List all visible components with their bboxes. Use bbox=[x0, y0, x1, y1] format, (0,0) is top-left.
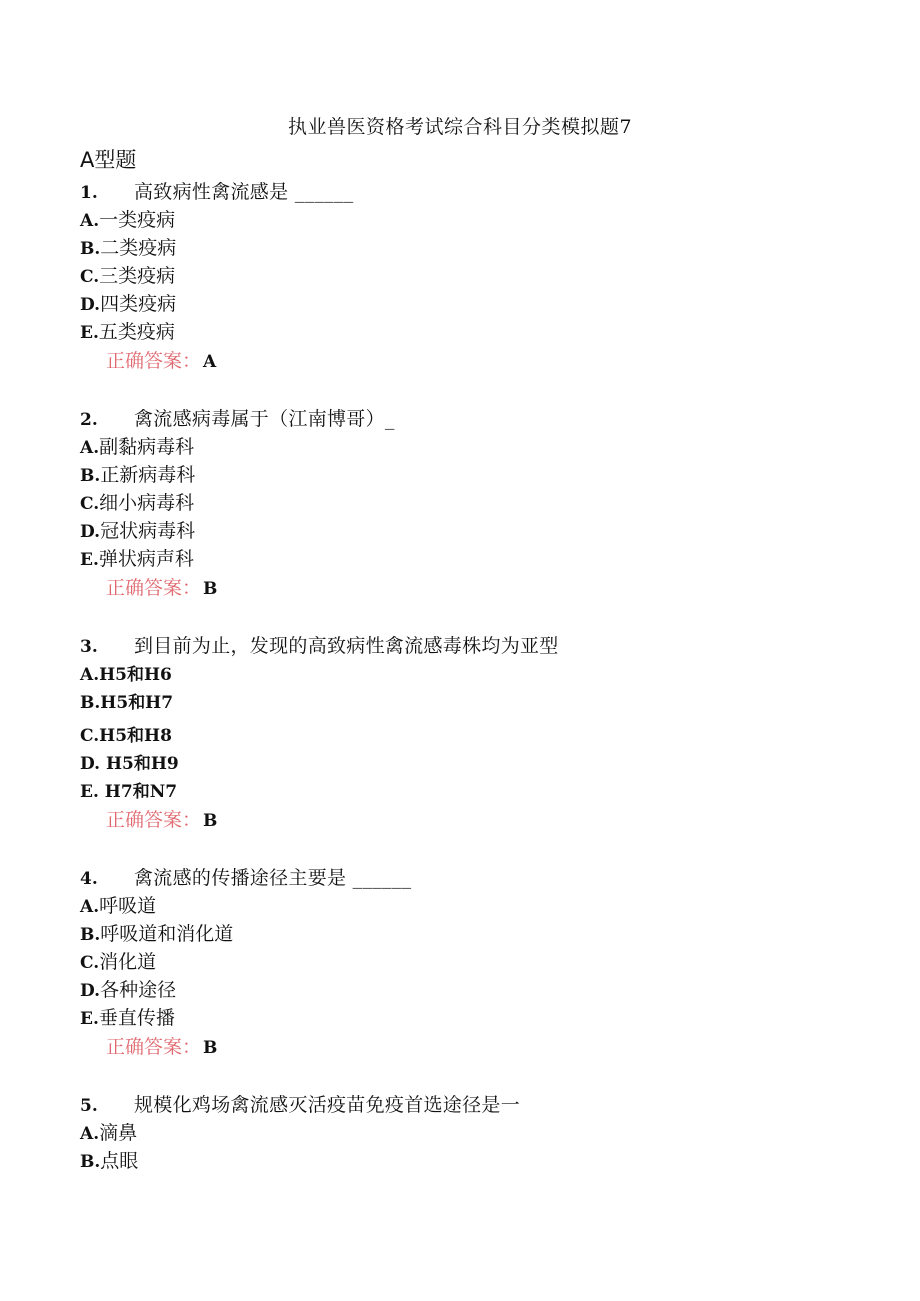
option-letter: E. bbox=[80, 550, 99, 570]
option-a bbox=[80, 206, 860, 234]
question-text: 禽流感的传播途径主要是 ______ bbox=[134, 867, 412, 889]
option-letter: B. bbox=[80, 693, 101, 713]
option-text: 四类疫病 bbox=[100, 293, 177, 315]
option-letter: A. bbox=[80, 438, 100, 458]
option-text: 点眼 bbox=[100, 1150, 139, 1172]
option-letter: E. bbox=[80, 323, 99, 343]
correct-answer bbox=[80, 805, 860, 835]
question-text: 禽流感病毒属于（江南博哥）_ bbox=[134, 408, 395, 430]
option-b bbox=[80, 920, 860, 948]
question-number: 5. bbox=[80, 1096, 98, 1116]
correct-answer bbox=[80, 1032, 860, 1062]
option-text: 正新病毒科 bbox=[100, 464, 196, 486]
option-letter: B. bbox=[80, 466, 101, 486]
option-d bbox=[80, 517, 860, 545]
answer-label: 正确答案： bbox=[106, 1036, 202, 1058]
option-text: 呼吸道 bbox=[99, 895, 157, 917]
option-letter: D. bbox=[80, 522, 101, 542]
option-letter: B. bbox=[80, 1152, 101, 1172]
option-text: 垂直传播 bbox=[98, 1007, 175, 1029]
option-text: 弹状病声科 bbox=[98, 548, 194, 570]
option-letter: C. bbox=[80, 953, 100, 973]
option-text: H5和H9 bbox=[100, 754, 179, 774]
option-c bbox=[80, 948, 860, 976]
document-title: 执业兽医资格考试综合科目分类模拟题7 bbox=[287, 116, 633, 138]
question-number: 1. bbox=[80, 183, 98, 203]
question-stem bbox=[80, 632, 860, 660]
answer-label: 正确答案： bbox=[106, 350, 202, 372]
correct-answer bbox=[80, 346, 860, 376]
option-text: H5和H8 bbox=[99, 726, 172, 746]
option-text: H5和H7 bbox=[100, 693, 174, 713]
option-a bbox=[80, 433, 860, 461]
answer-value: B bbox=[203, 579, 218, 599]
question-3 bbox=[80, 632, 860, 835]
question-4 bbox=[80, 864, 860, 1062]
option-d bbox=[80, 290, 860, 318]
option-e bbox=[80, 545, 860, 573]
answer-label: 正确答案： bbox=[106, 577, 202, 599]
option-text: 消化道 bbox=[99, 951, 157, 973]
option-e bbox=[80, 318, 860, 346]
option-letter: C. bbox=[80, 267, 100, 287]
option-letter: A. bbox=[80, 665, 100, 685]
option-letter: C. bbox=[80, 494, 100, 514]
answer-value: B bbox=[203, 1038, 218, 1058]
question-number: 4. bbox=[80, 869, 98, 889]
section-heading: A型题 bbox=[80, 148, 137, 172]
option-d bbox=[80, 976, 860, 1004]
option-text: 呼吸道和消化道 bbox=[100, 923, 234, 945]
correct-answer bbox=[80, 573, 860, 603]
option-letter: D. bbox=[80, 981, 101, 1001]
answer-value: A bbox=[203, 352, 217, 372]
question-text: 到目前为止，发现的高致病性禽流感毒株均为亚型 bbox=[134, 635, 559, 657]
question-2 bbox=[80, 405, 860, 603]
option-b bbox=[80, 688, 860, 716]
option-text: 各种途径 bbox=[100, 979, 177, 1001]
option-c bbox=[80, 262, 860, 290]
option-b bbox=[80, 234, 860, 262]
question-1 bbox=[80, 178, 860, 376]
option-text: H7和N7 bbox=[98, 782, 178, 802]
question-text: 高致病性禽流感是 ______ bbox=[134, 181, 354, 203]
option-letter: A. bbox=[80, 897, 100, 917]
question-stem bbox=[80, 864, 860, 892]
question-stem bbox=[80, 405, 860, 433]
question-stem bbox=[80, 178, 860, 206]
option-text: H5和H6 bbox=[99, 665, 172, 685]
option-b bbox=[80, 1147, 860, 1175]
option-c bbox=[80, 489, 860, 517]
question-number: 2. bbox=[80, 410, 98, 430]
option-text: 一类疫病 bbox=[99, 209, 176, 231]
option-letter: E. bbox=[80, 782, 99, 802]
option-letter: C. bbox=[80, 726, 100, 746]
option-a bbox=[80, 1119, 860, 1147]
option-text: 副黏病毒科 bbox=[99, 436, 195, 458]
option-letter: D. bbox=[80, 754, 101, 774]
answer-label: 正确答案： bbox=[106, 809, 202, 831]
option-a bbox=[80, 660, 860, 688]
option-text: 冠状病毒科 bbox=[100, 520, 196, 542]
option-letter: D. bbox=[80, 295, 101, 315]
option-letter: E. bbox=[80, 1009, 99, 1029]
option-letter: A. bbox=[80, 1124, 100, 1144]
option-text: 滴鼻 bbox=[99, 1122, 138, 1144]
question-stem bbox=[80, 1091, 860, 1119]
option-text: 三类疫病 bbox=[99, 265, 176, 287]
option-letter: B. bbox=[80, 925, 101, 945]
option-e bbox=[80, 1004, 860, 1032]
option-letter: B. bbox=[80, 239, 101, 259]
option-text: 二类疫病 bbox=[100, 237, 177, 259]
option-d bbox=[80, 749, 860, 777]
answer-value: B bbox=[203, 811, 218, 831]
question-5 bbox=[80, 1091, 860, 1175]
question-text: 规模化鸡场禽流感灭活疫苗免疫首选途径是一 bbox=[134, 1094, 521, 1116]
option-a bbox=[80, 892, 860, 920]
question-number: 3. bbox=[80, 637, 98, 657]
option-letter: A. bbox=[80, 211, 100, 231]
option-b bbox=[80, 461, 860, 489]
option-e bbox=[80, 777, 860, 805]
option-c bbox=[80, 721, 860, 749]
option-text: 五类疫病 bbox=[98, 321, 175, 343]
option-text: 细小病毒科 bbox=[99, 492, 195, 514]
